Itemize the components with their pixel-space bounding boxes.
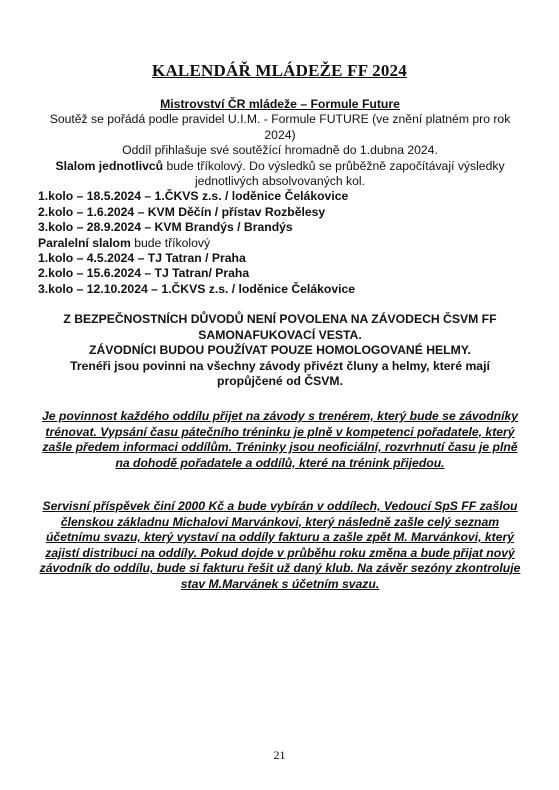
helmet-warning: ZÁVODNÍCI BUDOU POUŽÍVAT POUZE HOMOLOGOVANÉ HELMY.	[89, 343, 471, 358]
slalom-description	[38, 159, 522, 190]
championship-section	[38, 97, 522, 297]
parallel-description	[38, 236, 522, 251]
intro-rules: Soutěž se pořádá podle pravidel U.I.M. - Formule FUTURE (ve znění platném pro rok 2024)	[49, 112, 511, 142]
parallel-label: Paralelní slalom	[38, 235, 131, 250]
slalom-round: 3.kolo – 28.9.2024 – KVM Brandýs / Brandýs	[38, 220, 293, 235]
slalom-text: bude tříkolový. Do výsledků se průběžně započítávají výsledky jednotlivých absolvovaných kol.	[163, 158, 505, 189]
parallel-round: 2.kolo – 15.6.2024 – TJ Tatran/ Praha	[38, 266, 250, 281]
training-note: Je povinnost každého oddílu přijet na závody s trenérem, který bude se závodníky trénovat. Vypsání času pátečního tréninku je plně v kompetenci pořadatele, který zašle předem informaci oddílům. Tréninky jsou neoficiální, rozvrhnutí času je plně na dohodě pořadatele a oddílů, které na trénink přijedou.	[41, 409, 519, 470]
safety-warning	[38, 312, 522, 390]
parallel-round: 1.kolo – 4.5.2024 – TJ Tatran / Praha	[38, 251, 246, 266]
slalom-round: 2.kolo – 1.6.2024 – KVM Děčín / přístav Rozbělesy	[38, 204, 326, 219]
service-fee-note: Servisní příspěvek činí 2000 Kč a bude vybírán v oddílech, Vedoucí SpS FF zašlou členskou základnu Michalovi Marvánkovi, který následně zašle celý seznam účetnímu svazu, který vystaví na oddíly fakturu a zašle zpět M. Marvánkovi, který zajistí distribuci na oddíly. Pokud dojde v průběhu roku změna a bude přijat nový závodník do oddílu, bude si fakturu řešit už daný klub. Na závěr sezóny zkontroluje stav M.Marvánek s účetním svazu.	[39, 499, 521, 591]
page-title: KALENDÁŘ MLÁDEŽE FF 2024	[152, 61, 407, 80]
parallel-round: 3.kolo – 12.10.2024 – 1.ČKVS z.s. / loděnice Čelákovice	[38, 281, 356, 296]
parallel-text: bude tříkolový	[130, 235, 211, 250]
vest-warning: Z BEZPEČNOSTNÍCH DŮVODŮ NENÍ POVOLENA NA ZÁVODECH ČSVM FF SAMONAFUKOVACÍ VESTA.	[63, 312, 497, 342]
section-heading: Mistrovství ČR mládeže – Formule Future	[160, 97, 400, 111]
page-number: 21	[273, 748, 286, 762]
slalom-round: 1.kolo – 18.5.2024 – 1.ČKVS z.s. / loděnice Čelákovice	[38, 189, 349, 204]
coach-equipment-note: Trenéři jsou povinni na všechny závody přivézt čluny a helmy, které mají propůjčené od ČSVM.	[70, 358, 490, 389]
intro-registration: Oddíl přihlašuje své soutěžící hromadně do 1.dubna 2024.	[122, 143, 438, 158]
slalom-label: Slalom jednotlivců	[55, 158, 164, 173]
